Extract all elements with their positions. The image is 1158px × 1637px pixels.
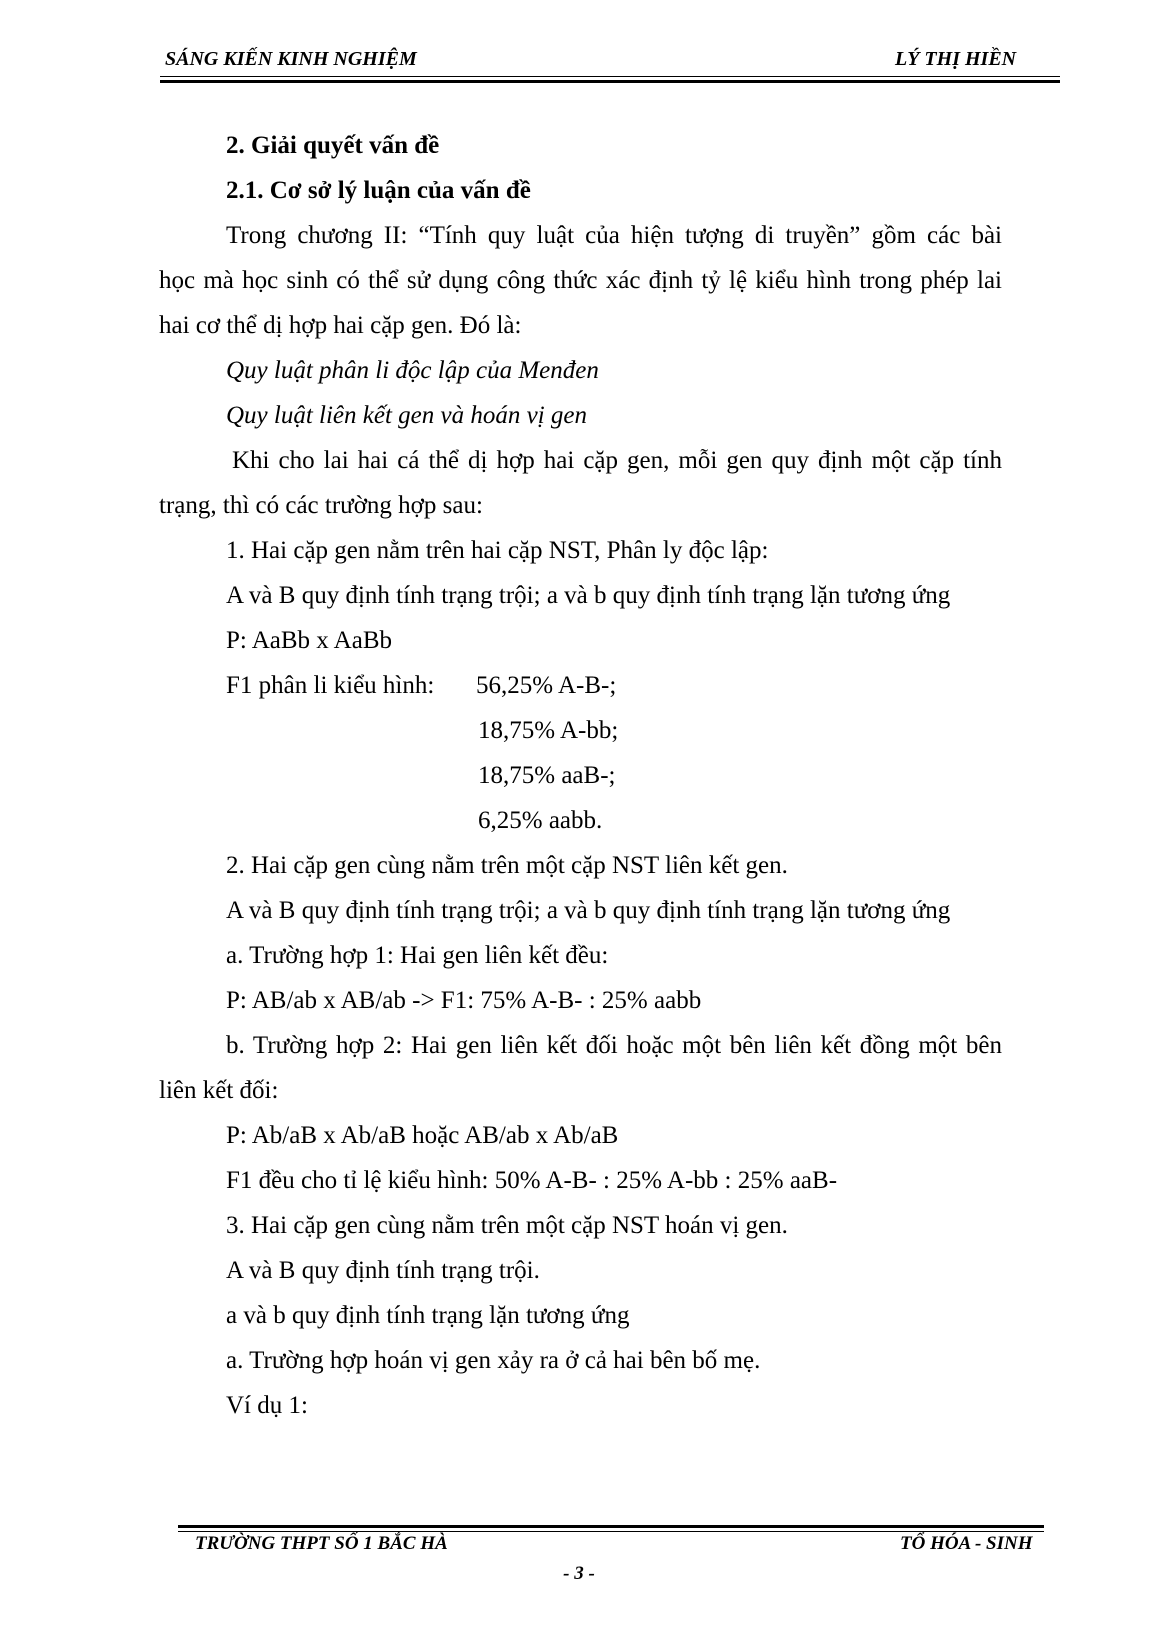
case-1-cross: P: AaBb x AaBb — [226, 627, 392, 654]
case-1-alleles: A và B quy định tính trạng trội; a và b quy định tính trạng lặn tương ứng — [226, 582, 951, 609]
case-1-f1-value: 18,75% aaB-; — [478, 762, 616, 789]
footer-rule-thin — [178, 1531, 1044, 1532]
case-2-subcase-b-cross: P: Ab/aB x Ab/aB hoặc AB/ab x Ab/aB — [226, 1122, 619, 1149]
case-2-alleles: A và B quy định tính trạng trội; a và b quy định tính trạng lặn tương ứng — [226, 897, 951, 924]
heading-section-2-1: 2.1. Cơ sở lý luận của vấn đề — [226, 177, 531, 204]
paragraph-1-line-3: hai cơ thể dị hợp hai cặp gen. Đó là: — [159, 312, 522, 339]
header-rule-thin — [160, 76, 1060, 77]
case-3-title: 3. Hai cặp gen cùng nằm trên một cặp NST hoán vị gen. — [226, 1212, 788, 1239]
case-1-f1-value: 56,25% A-B-; — [476, 672, 617, 699]
case-2-subcase-b-line-1: b. Trường hợp 2: Hai gen liên kết đối hoặc một bên liên kết đồng một bên — [226, 1032, 1002, 1059]
italic-law-1: Quy luật phân li độc lập của Menđen — [226, 357, 599, 384]
header-right: LÝ THỊ HIỀN — [895, 48, 1017, 70]
case-3-example-1: Ví dụ 1: — [226, 1392, 308, 1419]
paragraph-1-line-2: học mà học sinh có thể sử dụng công thức xác định tỷ lệ kiểu hình trong phép lai — [159, 267, 1002, 294]
case-2-title: 2. Hai cặp gen cùng nằm trên một cặp NST liên kết gen. — [226, 852, 788, 879]
header-left: SÁNG KIẾN KINH NGHIỆM — [165, 48, 417, 70]
case-3-subcase-a: a. Trường hợp hoán vị gen xảy ra ở cả hai bên bố mẹ. — [226, 1347, 761, 1374]
italic-law-2: Quy luật liên kết gen và hoán vị gen — [226, 402, 587, 429]
case-3-dominant: A và B quy định tính trạng trội. — [226, 1257, 540, 1284]
footer-left: TRƯỜNG THPT SỐ 1 BẮC HÀ — [195, 1533, 448, 1554]
case-2-subcase-a-cross: P: AB/ab x AB/ab -> F1: 75% A-B- : 25% aabb — [226, 987, 702, 1014]
case-1-f1-label: F1 phân li kiểu hình: — [226, 672, 435, 699]
case-1-f1-value: 6,25% aabb. — [478, 807, 603, 834]
footer-rule-thick — [178, 1525, 1044, 1528]
heading-section-2: 2. Giải quyết vấn đề — [226, 132, 440, 159]
page-number: - 3 - — [563, 1563, 595, 1584]
case-3-recessive: a và b quy định tính trạng lặn tương ứng — [226, 1302, 630, 1329]
case-1-f1-value: 18,75% A-bb; — [478, 717, 619, 744]
case-2-subcase-b-line-2: liên kết đối: — [159, 1077, 279, 1104]
header-rule-thick — [160, 80, 1060, 83]
case-2-subcase-b-f1: F1 đều cho tỉ lệ kiểu hình: 50% A-B- : 25% A-bb : 25% aaB- — [226, 1167, 838, 1194]
case-1-title: 1. Hai cặp gen nằm trên hai cặp NST, Phân ly độc lập: — [226, 537, 769, 564]
paragraph-1-line-1: Trong chương II: “Tính quy luật của hiện tượng di truyền” gồm các bài — [226, 222, 1002, 249]
case-2-subcase-a: a. Trường hợp 1: Hai gen liên kết đều: — [226, 942, 609, 969]
footer-right: TỔ HÓA - SINH — [900, 1533, 1033, 1554]
paragraph-2-line-1: Khi cho lai hai cá thể dị hợp hai cặp gen, mỗi gen quy định một cặp tính — [232, 447, 1002, 474]
paragraph-2-line-2: trạng, thì có các trường hợp sau: — [159, 492, 483, 519]
